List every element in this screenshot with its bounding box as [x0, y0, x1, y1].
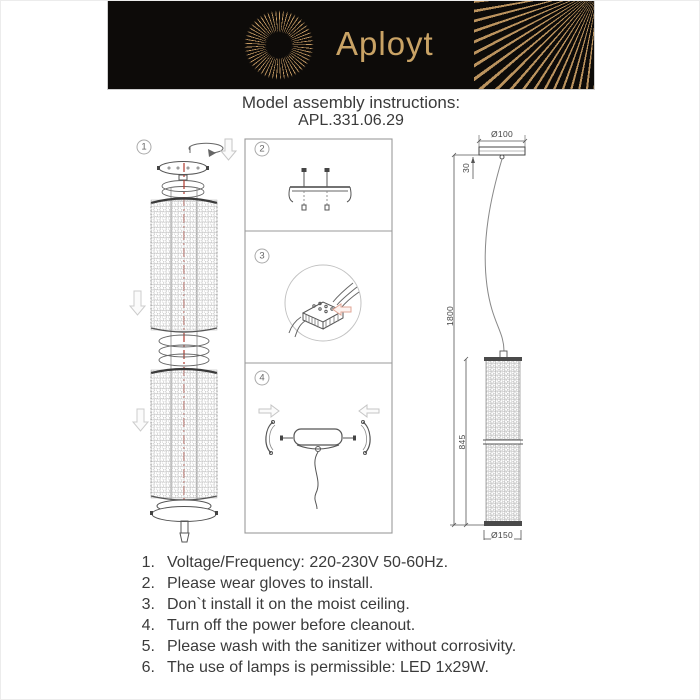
- instruction-number: 3.: [141, 596, 155, 613]
- dimension-drawing: [450, 135, 527, 540]
- instruction-text: Voltage/Frequency: 220-230V 50-60Hz.: [167, 554, 449, 571]
- instruction-item: [133, 552, 593, 573]
- step-2-number: 2: [259, 143, 265, 155]
- instruction-number: 2.: [141, 575, 155, 592]
- instruction-text: Please wash with the sanitizer without corrosivity.: [167, 638, 517, 655]
- instruction-number: 5.: [141, 638, 155, 655]
- dim-canopy-diameter: Ø100: [491, 129, 513, 139]
- instruction-number: 1.: [141, 554, 155, 571]
- instruction-item: [133, 636, 593, 657]
- exploded-view-drawing: [130, 139, 236, 542]
- dim-canopy-offset: 30: [461, 162, 471, 174]
- step-3-number: 3: [259, 250, 265, 262]
- instruction-number: 4.: [141, 617, 155, 634]
- instruction-number: 6.: [141, 659, 155, 676]
- instruction-item: [133, 573, 593, 594]
- instruction-text: Please wear gloves to install.: [167, 575, 374, 592]
- instruction-text: Turn off the power before cleanout.: [167, 617, 416, 634]
- instruction-item: [133, 615, 593, 636]
- instruction-text: The use of lamps is permissible: LED 1x29W.: [167, 659, 489, 676]
- dim-overall-height: 1800: [445, 305, 455, 327]
- model-number: APL.331.06.29: [298, 112, 404, 129]
- instruction-item: [133, 594, 593, 615]
- brand-name: Aployt: [336, 25, 434, 62]
- dim-shade-diameter: Ø150: [491, 530, 513, 540]
- wiring-detail-drawing: [285, 265, 361, 341]
- dim-shade-height: 845: [457, 434, 467, 450]
- instruction-text: Don`t install it on the moist ceiling.: [167, 596, 410, 613]
- canopy-fixing-drawing: [259, 405, 379, 509]
- step-1-number: 1: [141, 141, 147, 153]
- step-4-number: 4: [259, 372, 265, 384]
- bracket-drawing: [289, 168, 351, 210]
- page-title: Model assembly instructions:: [241, 93, 461, 112]
- steps-frame: [245, 139, 392, 533]
- instruction-item: [133, 657, 593, 678]
- instructions-list: [133, 552, 593, 678]
